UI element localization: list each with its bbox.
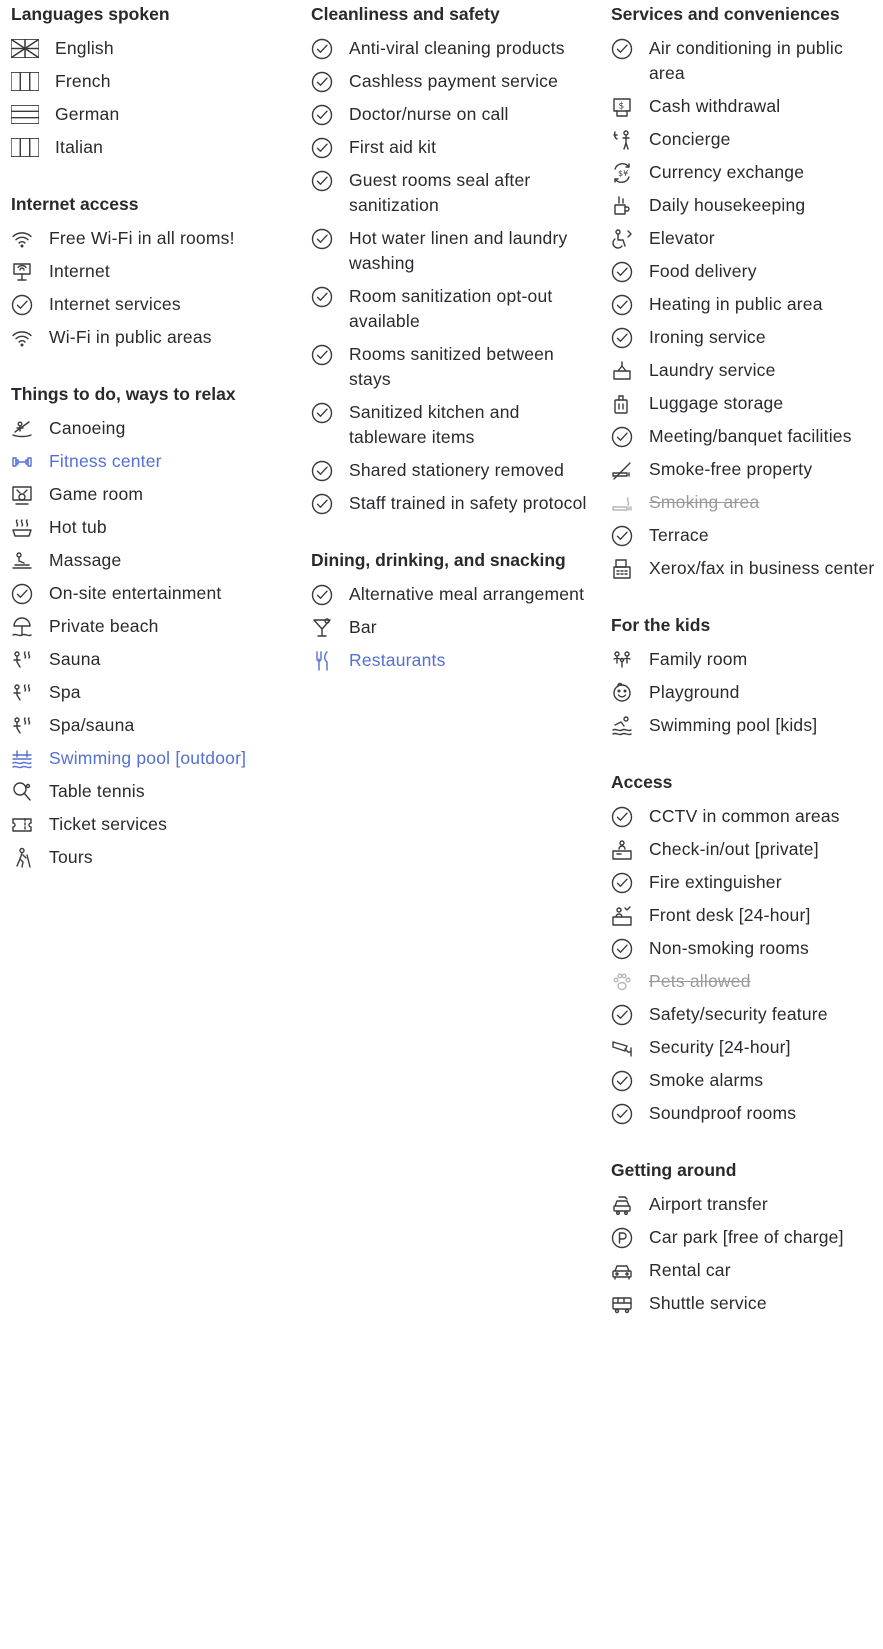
section-things-to-do-ways-to-relax <box>11 380 296 870</box>
amenity-internet-services <box>11 292 296 317</box>
check-icon <box>311 491 337 516</box>
amenity-label: Doctor/nurse on call <box>349 104 509 124</box>
amenity-label: Air conditioning in public area <box>649 38 843 83</box>
amenity-label: Meeting/banquet facilities <box>649 426 852 446</box>
parking-icon <box>611 1225 637 1250</box>
amenity-label: Ticket services <box>49 814 168 834</box>
amenity-label: Laundry service <box>649 360 776 380</box>
amenity-currency-exchange <box>611 160 883 185</box>
amenity-guest-rooms-seal-after-sanitization <box>311 168 596 218</box>
amenity-label: Airport transfer <box>649 1194 768 1214</box>
amenity-security-24-hour <box>611 1035 883 1060</box>
amenity-label: Shuttle service <box>649 1293 767 1313</box>
amenity-sanitized-kitchen-and-tableware-items <box>311 400 596 450</box>
amenity-label: Rental car <box>649 1260 731 1280</box>
amenity-game-room <box>11 482 296 507</box>
section-title: Dining, drinking, and snacking <box>311 550 566 570</box>
currency-exchange-icon <box>611 160 637 185</box>
cocktail-icon <box>311 615 337 640</box>
amenity-label: Smoke alarms <box>649 1070 764 1090</box>
amenity-label: Sauna <box>49 649 101 669</box>
check-icon <box>311 458 337 483</box>
car-icon <box>611 1258 637 1283</box>
wifi-icon <box>11 325 37 350</box>
front-desk-icon <box>611 903 637 928</box>
check-icon <box>311 284 337 309</box>
amenity-label: Internet services <box>49 294 181 314</box>
amenity-label: Soundproof rooms <box>649 1103 797 1123</box>
amenity-list <box>11 36 296 160</box>
amenity-airport-transfer <box>611 1192 883 1217</box>
svg-text:$: $ <box>618 101 625 111</box>
fax-icon <box>611 556 637 581</box>
playground-icon <box>611 680 637 705</box>
section-title: Cleanliness and safety <box>311 4 500 24</box>
amenity-meeting-banquet-facilities <box>611 424 883 449</box>
check-icon <box>311 168 337 193</box>
elevator-icon <box>611 226 637 251</box>
amenity-non-smoking-rooms <box>611 936 883 961</box>
amenity-label: Check-in/out [private] <box>649 839 819 859</box>
column-3 <box>611 0 883 1346</box>
amenity-label: Guest rooms seal after sanitization <box>349 170 531 215</box>
check-in-icon <box>611 837 637 862</box>
check-icon <box>311 582 337 607</box>
amenity-label: Family room <box>649 649 748 669</box>
pool-icon <box>11 746 37 771</box>
amenity-cash-withdrawal <box>611 94 883 119</box>
amenity-german <box>11 102 296 127</box>
section-title: Access <box>611 772 673 792</box>
amenity-label: Table tennis <box>49 781 145 801</box>
amenity-label: Cashless payment service <box>349 71 559 91</box>
france-flag-icon <box>11 69 41 94</box>
check-icon <box>311 36 337 61</box>
amenity-ticket-services <box>11 812 296 837</box>
check-icon <box>611 292 637 317</box>
amenity-on-site-entertainment <box>11 581 296 606</box>
amenity-free-wi-fi-in-all-rooms <box>11 226 296 251</box>
kids-pool-icon <box>611 713 637 738</box>
amenity-room-sanitization-opt-out-available <box>311 284 596 334</box>
amenity-label: Wi-Fi in public areas <box>49 327 212 347</box>
dumbbell-icon <box>11 449 37 474</box>
amenity-private-beach <box>11 614 296 639</box>
amenity-list <box>611 1192 883 1316</box>
shuttle-icon <box>611 1291 637 1316</box>
amenity-shared-stationery-removed <box>311 458 596 483</box>
massage-icon <box>11 548 37 573</box>
amenity-daily-housekeeping <box>611 193 883 218</box>
no-smoking-icon <box>611 457 637 482</box>
amenity-massage <box>11 548 296 573</box>
amenity-label: Elevator <box>649 228 715 248</box>
column-2 <box>311 0 596 703</box>
amenity-spa-sauna <box>11 713 296 738</box>
amenity-fire-extinguisher <box>611 870 883 895</box>
amenity-label: Smoking area <box>649 492 760 512</box>
amenity-list <box>311 582 596 673</box>
amenity-list <box>611 804 883 1126</box>
amenity-bar <box>311 615 596 640</box>
amenity-label: English <box>55 38 114 58</box>
amenity-label: French <box>55 71 111 91</box>
atm-icon <box>611 94 637 119</box>
section-title: Things to do, ways to relax <box>11 384 236 404</box>
fork-knife-icon <box>311 648 337 673</box>
amenity-hot-water-linen-and-laundry-washing <box>311 226 596 276</box>
amenity-car-park-free-of-charge <box>611 1225 883 1250</box>
amenity-pets-allowed <box>611 969 883 994</box>
check-icon <box>611 870 637 895</box>
sauna-icon <box>11 713 37 738</box>
amenity-playground <box>611 680 883 705</box>
section-internet-access <box>11 190 296 350</box>
amenity-label: Italian <box>55 137 104 157</box>
amenity-french <box>11 69 296 94</box>
check-icon <box>11 581 37 606</box>
amenity-swimming-pool-kids <box>611 713 883 738</box>
amenity-list <box>311 36 596 516</box>
amenity-label: First aid kit <box>349 137 437 157</box>
section-title: Getting around <box>611 1160 737 1180</box>
sauna-icon <box>11 647 37 672</box>
section-languages-spoken <box>11 0 296 160</box>
amenity-label: Car park [free of charge] <box>649 1227 844 1247</box>
amenity-label: Hot water linen and laundry washing <box>349 228 568 273</box>
amenity-canoeing <box>11 416 296 441</box>
amenity-restaurants[interactable] <box>311 648 596 673</box>
security-camera-icon <box>611 1035 637 1060</box>
hot-tub-icon <box>11 515 37 540</box>
italy-flag-icon <box>11 135 41 160</box>
amenity-first-aid-kit <box>311 135 596 160</box>
amenity-anti-viral-cleaning-products <box>311 36 596 61</box>
amenity-staff-trained-in-safety-protocol <box>311 491 596 516</box>
amenity-doctor-nurse-on-call <box>311 102 596 127</box>
amenity-label: Xerox/fax in business center <box>649 558 875 578</box>
amenity-label: Fire extinguisher <box>649 872 782 892</box>
amenity-label: Heating in public area <box>649 294 823 314</box>
amenity-xerox-fax-in-business-center <box>611 556 883 581</box>
section-dining-drinking-and-snacking <box>311 546 596 673</box>
amenity-list <box>11 416 296 870</box>
amenity-smoke-free-property <box>611 457 883 482</box>
amenity-concierge <box>611 127 883 152</box>
column-1 <box>11 0 296 900</box>
amenity-smoking-area <box>611 490 883 515</box>
amenity-label: Spa <box>49 682 81 702</box>
check-icon <box>311 69 337 94</box>
amenity-label[interactable]: Swimming pool [outdoor] <box>49 748 247 768</box>
table-tennis-icon <box>11 779 37 804</box>
svg-text:$¥: $¥ <box>618 168 629 178</box>
amenity-label: Currency exchange <box>649 162 805 182</box>
family-icon <box>611 647 637 672</box>
amenity-italian <box>11 135 296 160</box>
amenity-label: German <box>55 104 120 124</box>
wifi-icon <box>11 226 37 251</box>
ticket-icon <box>11 812 37 837</box>
game-room-icon <box>11 482 37 507</box>
uk-flag-icon <box>11 36 41 61</box>
check-icon <box>611 1002 637 1027</box>
sauna-icon <box>11 680 37 705</box>
amenity-check-in-out-private <box>611 837 883 862</box>
concierge-icon <box>611 127 637 152</box>
amenity-laundry-service <box>611 358 883 383</box>
amenity-hot-tub <box>11 515 296 540</box>
canoe-icon <box>11 416 37 441</box>
check-icon <box>311 342 337 367</box>
amenity-list <box>11 226 296 350</box>
amenity-label[interactable]: Fitness center <box>49 451 162 471</box>
amenity-label: Tours <box>49 847 93 867</box>
amenity-label: Daily housekeeping <box>649 195 806 215</box>
amenity-label: Hot tub <box>49 517 107 537</box>
amenity-label: Massage <box>49 550 122 570</box>
amenity-label: CCTV in common areas <box>649 806 840 826</box>
amenity-safety-security-feature <box>611 1002 883 1027</box>
amenity-elevator <box>611 226 883 251</box>
amenity-label: Canoeing <box>49 418 126 438</box>
amenity-label: On-site entertainment <box>49 583 222 603</box>
amenity-label: Ironing service <box>649 327 766 347</box>
amenity-spa <box>11 680 296 705</box>
section-title: Services and conveniences <box>611 4 840 24</box>
germany-flag-icon <box>11 102 41 127</box>
amenity-label: Pets allowed <box>649 971 751 991</box>
check-icon <box>611 936 637 961</box>
amenity-label: Front desk [24-hour] <box>649 905 811 925</box>
check-icon <box>311 400 337 425</box>
amenity-food-delivery <box>611 259 883 284</box>
amenity-smoke-alarms <box>611 1068 883 1093</box>
housekeeping-icon <box>611 193 637 218</box>
amenity-label: Internet <box>49 261 110 281</box>
amenity-sauna <box>11 647 296 672</box>
check-icon <box>611 424 637 449</box>
section-for-the-kids <box>611 611 883 738</box>
section-title: For the kids <box>611 615 711 635</box>
amenity-label: Safety/security feature <box>649 1004 828 1024</box>
check-icon <box>311 226 337 251</box>
section-title: Languages spoken <box>11 4 170 24</box>
amenity-label: Sanitized kitchen and tableware items <box>349 402 520 447</box>
airport-transfer-icon <box>611 1192 637 1217</box>
amenity-label[interactable]: Restaurants <box>349 650 446 670</box>
internet-icon <box>11 259 37 284</box>
amenity-label: Food delivery <box>649 261 757 281</box>
section-cleanliness-and-safety <box>311 0 596 516</box>
laundry-icon <box>611 358 637 383</box>
amenity-shuttle-service <box>611 1291 883 1316</box>
amenity-list <box>611 647 883 738</box>
check-icon <box>611 523 637 548</box>
hiker-icon <box>11 845 37 870</box>
amenity-tours <box>11 845 296 870</box>
amenity-front-desk-24-hour <box>611 903 883 928</box>
amenity-heating-in-public-area <box>611 292 883 317</box>
check-icon <box>311 135 337 160</box>
amenity-table-tennis <box>11 779 296 804</box>
amenity-ironing-service <box>611 325 883 350</box>
amenity-label: Concierge <box>649 129 731 149</box>
amenity-label: Bar <box>349 617 377 637</box>
cigarette-icon <box>611 490 637 515</box>
check-icon <box>611 325 637 350</box>
amenity-label: Game room <box>49 484 144 504</box>
section-getting-around <box>611 1156 883 1316</box>
amenity-english <box>11 36 296 61</box>
amenity-label: Free Wi-Fi in all rooms! <box>49 228 235 248</box>
amenity-label: Smoke-free property <box>649 459 813 479</box>
amenity-label: Shared stationery removed <box>349 460 565 480</box>
section-title: Internet access <box>11 194 139 214</box>
check-icon <box>611 36 637 61</box>
amenity-swimming-pool-outdoor[interactable] <box>11 746 296 771</box>
amenity-terrace <box>611 523 883 548</box>
amenity-label: Anti-viral cleaning products <box>349 38 565 58</box>
amenity-label: Luggage storage <box>649 393 784 413</box>
beach-umbrella-icon <box>11 614 37 639</box>
amenity-label: Spa/sauna <box>49 715 135 735</box>
amenity-label: Playground <box>649 682 740 702</box>
amenity-rooms-sanitized-between-stays <box>311 342 596 392</box>
amenity-label: Alternative meal arrangement <box>349 584 585 604</box>
amenity-label: Terrace <box>649 525 709 545</box>
amenity-label: Room sanitization opt-out available <box>349 286 553 331</box>
check-icon <box>611 259 637 284</box>
luggage-icon <box>611 391 637 416</box>
amenity-label: Cash withdrawal <box>649 96 781 116</box>
amenity-cctv-in-common-areas <box>611 804 883 829</box>
amenity-list <box>611 36 883 581</box>
amenity-label: Non-smoking rooms <box>649 938 809 958</box>
amenity-label: Staff trained in safety protocol <box>349 493 587 513</box>
amenity-fitness-center[interactable] <box>11 449 296 474</box>
check-icon <box>11 292 37 317</box>
amenity-air-conditioning-in-public-area <box>611 36 883 86</box>
check-icon <box>311 102 337 127</box>
amenity-alternative-meal-arrangement <box>311 582 596 607</box>
section-access <box>611 768 883 1126</box>
amenity-internet <box>11 259 296 284</box>
check-icon <box>611 1068 637 1093</box>
amenity-rental-car <box>611 1258 883 1283</box>
amenity-wi-fi-in-public-areas <box>11 325 296 350</box>
amenity-luggage-storage <box>611 391 883 416</box>
amenity-label: Security [24-hour] <box>649 1037 791 1057</box>
amenity-label: Rooms sanitized between stays <box>349 344 554 389</box>
amenity-family-room <box>611 647 883 672</box>
amenity-label: Private beach <box>49 616 159 636</box>
amenity-soundproof-rooms <box>611 1101 883 1126</box>
check-icon <box>611 804 637 829</box>
amenity-cashless-payment-service <box>311 69 596 94</box>
section-services-and-conveniences <box>611 0 883 581</box>
check-icon <box>611 1101 637 1126</box>
paw-icon <box>611 969 637 994</box>
amenity-label: Swimming pool [kids] <box>649 715 818 735</box>
